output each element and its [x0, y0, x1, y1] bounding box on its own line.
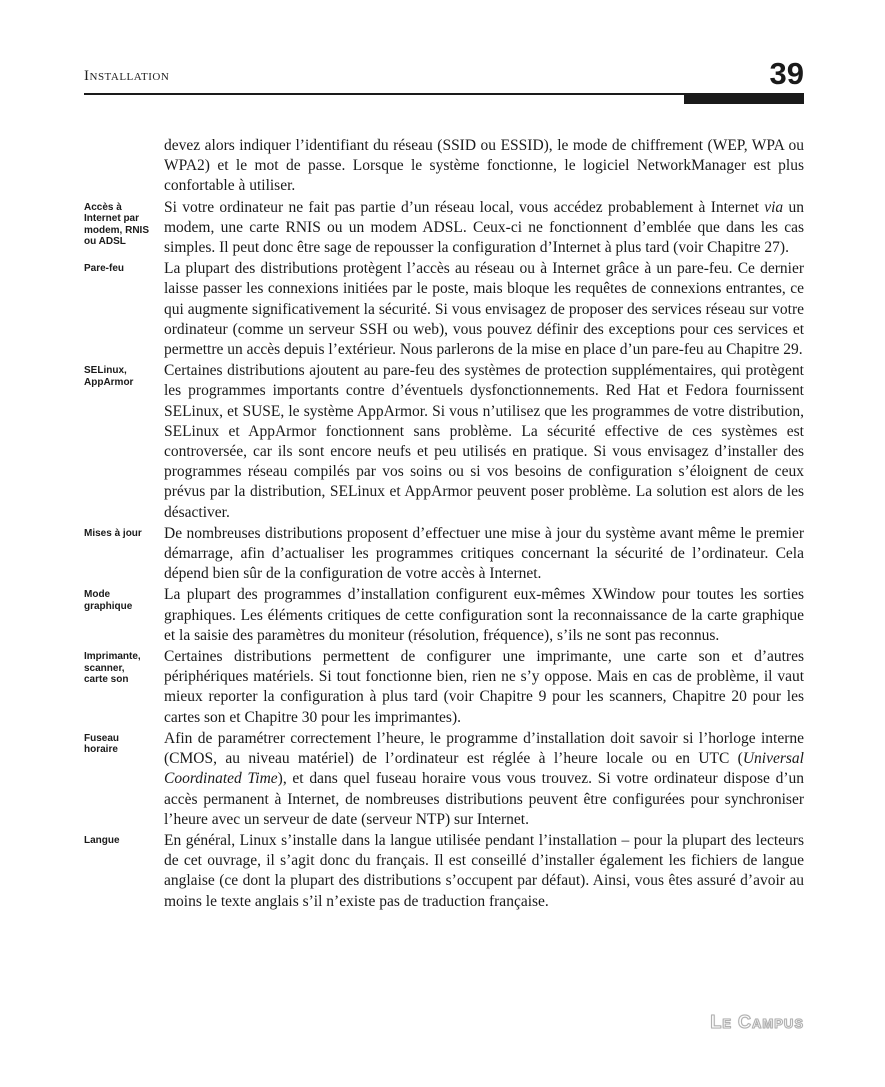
paragraph	[164, 585, 804, 646]
text-run: La plupart des programmes d’installation configurent eux-mêmes XWindow pour toutes les sorties graphiques. Les éléments critiques de cette configuration sont la reconnaissance de la carte graphique et la saisie des paramètres du moniteur (résolution, fréquence), s’ils ne sont pas reconnus.	[164, 586, 804, 644]
section	[84, 136, 804, 197]
section	[84, 585, 804, 646]
paragraph	[164, 361, 804, 523]
italic-text: via	[764, 198, 784, 216]
header-rule-block	[684, 95, 804, 104]
page-header	[84, 56, 804, 106]
paragraph	[164, 729, 804, 830]
page-number: 39	[769, 56, 804, 91]
paragraph	[164, 647, 804, 728]
text-run: devez alors indiquer l’identifiant du réseau (SSID ou ESSID), le mode de chiffrement (WEP, WPA ou WPA2) et le mot de passe. Lorsque le système fonctionne, le logiciel NetworkManager est plus confortable à utiliser.	[164, 137, 804, 195]
section	[84, 524, 804, 585]
margin-note: Mises à jour	[84, 527, 142, 539]
section	[84, 831, 804, 912]
section	[84, 647, 804, 728]
paragraph	[164, 198, 804, 259]
margin-note: Imprimante, scanner, carte son	[84, 651, 141, 686]
text-run: Si votre ordinateur ne fait pas partie d’un réseau local, vous accédez probablement à Internet	[164, 198, 765, 216]
margin-note: Pare-feu	[84, 263, 125, 275]
publisher-logo: Le Campus	[710, 1012, 804, 1032]
margin-note: Accès à Internet par modem, RNIS ou ADSL	[84, 201, 150, 248]
text-run: Certaines distributions ajoutent au pare-feu des systèmes de protection supplémentaires, qui protègent les programmes importants contre d’éventuels dysfonctionnements. Red Hat et Fedora fournissent SELinux, et SUSE, le système AppArmor. Si vous n’utilisez que les programmes de votre distribution, SELinux et AppArmor fonctionnent sans problème. La sécurité effective de ces systèmes est controversée, car ils sont encore neufs et peu utilisés en pratique. Si vous envisagez d’installer des programmes réseau compilés par vos soins ou si vos besoins de configuration s’éloignent de ceux prévus par la distribution, SELinux et AppArmor peuvent poser problème. La solution est alors de les désactiver.	[164, 362, 804, 521]
text-run: un modem, une carte RNIS ou un modem ADSL. Ceux-ci ne fonctionnent d’emblée que dans les cas simples. Il peut donc être sage de repousser la configuration d’Internet à plus tard (voir Chapitre 27).	[164, 198, 805, 257]
section	[84, 729, 804, 830]
paragraph	[164, 259, 804, 360]
paragraph	[164, 831, 804, 912]
section	[84, 259, 804, 360]
margin-note: Langue	[84, 834, 120, 846]
margin-note: SELinux, AppArmor	[84, 365, 134, 388]
margin-note: Fuseau horaire	[84, 732, 120, 756]
section	[84, 198, 804, 259]
section	[84, 361, 804, 523]
body-text	[84, 136, 804, 913]
text-run: Certaines distributions permettent de configurer une imprimante, une carte son et d’autres périphériques matériels. Si tout fonctionne bien, rien ne s’y oppose. Mais en cas de problème, il vaut mieux reporter la configuration à plus tard (voir Chapitre 9 pour les scanners, Chapitre 20 pour les cartes son et Chapitre 30 pour les imprimantes).	[164, 648, 804, 726]
margin-note: Mode graphique	[84, 589, 133, 613]
text-run: ), et dans quel fuseau horaire vous vous trouvez. Si votre ordinateur dispose d’un accès permanent à Internet, de nombreuses distributions peuvent être configurées pour synchroniser l’heure avec un serveur de date (serveur NTP) sur Internet.	[164, 770, 804, 828]
text-run: Afin de paramétrer correctement l’heure, le programme d’installation doit savoir si l’horloge interne (CMOS, au niveau matériel) de l’ordinateur est réglée à l’heure locale ou en UTC (	[164, 729, 804, 768]
text-run: En général, Linux s’installe dans la langue utilisée pendant l’installation – pour la plupart des lecteurs de cet ouvrage, il s’agit donc du français. Il est conseillé d’installer également les fichiers de langue anglaise (ce dont la plupart des distributions s’occupent par défaut). Ainsi, vous êtes assuré d’avoir au moins le texte anglais s’il n’existe pas de traduction française.	[164, 831, 804, 910]
paragraph	[164, 524, 804, 585]
running-title: Installation	[84, 68, 170, 84]
italic-text: Universal Coordinated Time	[164, 750, 804, 788]
paragraph	[164, 136, 804, 197]
text-run: De nombreuses distributions proposent d’effectuer une mise à jour du système avant même le premier démarrage, afin d’actualiser les programmes critiques concernant la sécurité de l’ordinateur. Cela dépend bien sûr de la configuration de votre accès à Internet.	[164, 524, 804, 583]
text-run: La plupart des distributions protègent l’accès au réseau ou à Internet grâce à un pare-feu. Ce dernier laisse passer les connexions initiées par le poste, mais bloque les requêtes de connexions entrantes, ce qui augmente significativement la sécurité. Si vous envisagez de proposer des services réseau sur votre ordinateur (comme un serveur SSH ou web), vous pouvez définir des exceptions pour ces services et permettre un accès depuis l’extérieur. Nous parlerons de la mise en place d’un pare-feu au Chapitre 29.	[164, 260, 804, 359]
